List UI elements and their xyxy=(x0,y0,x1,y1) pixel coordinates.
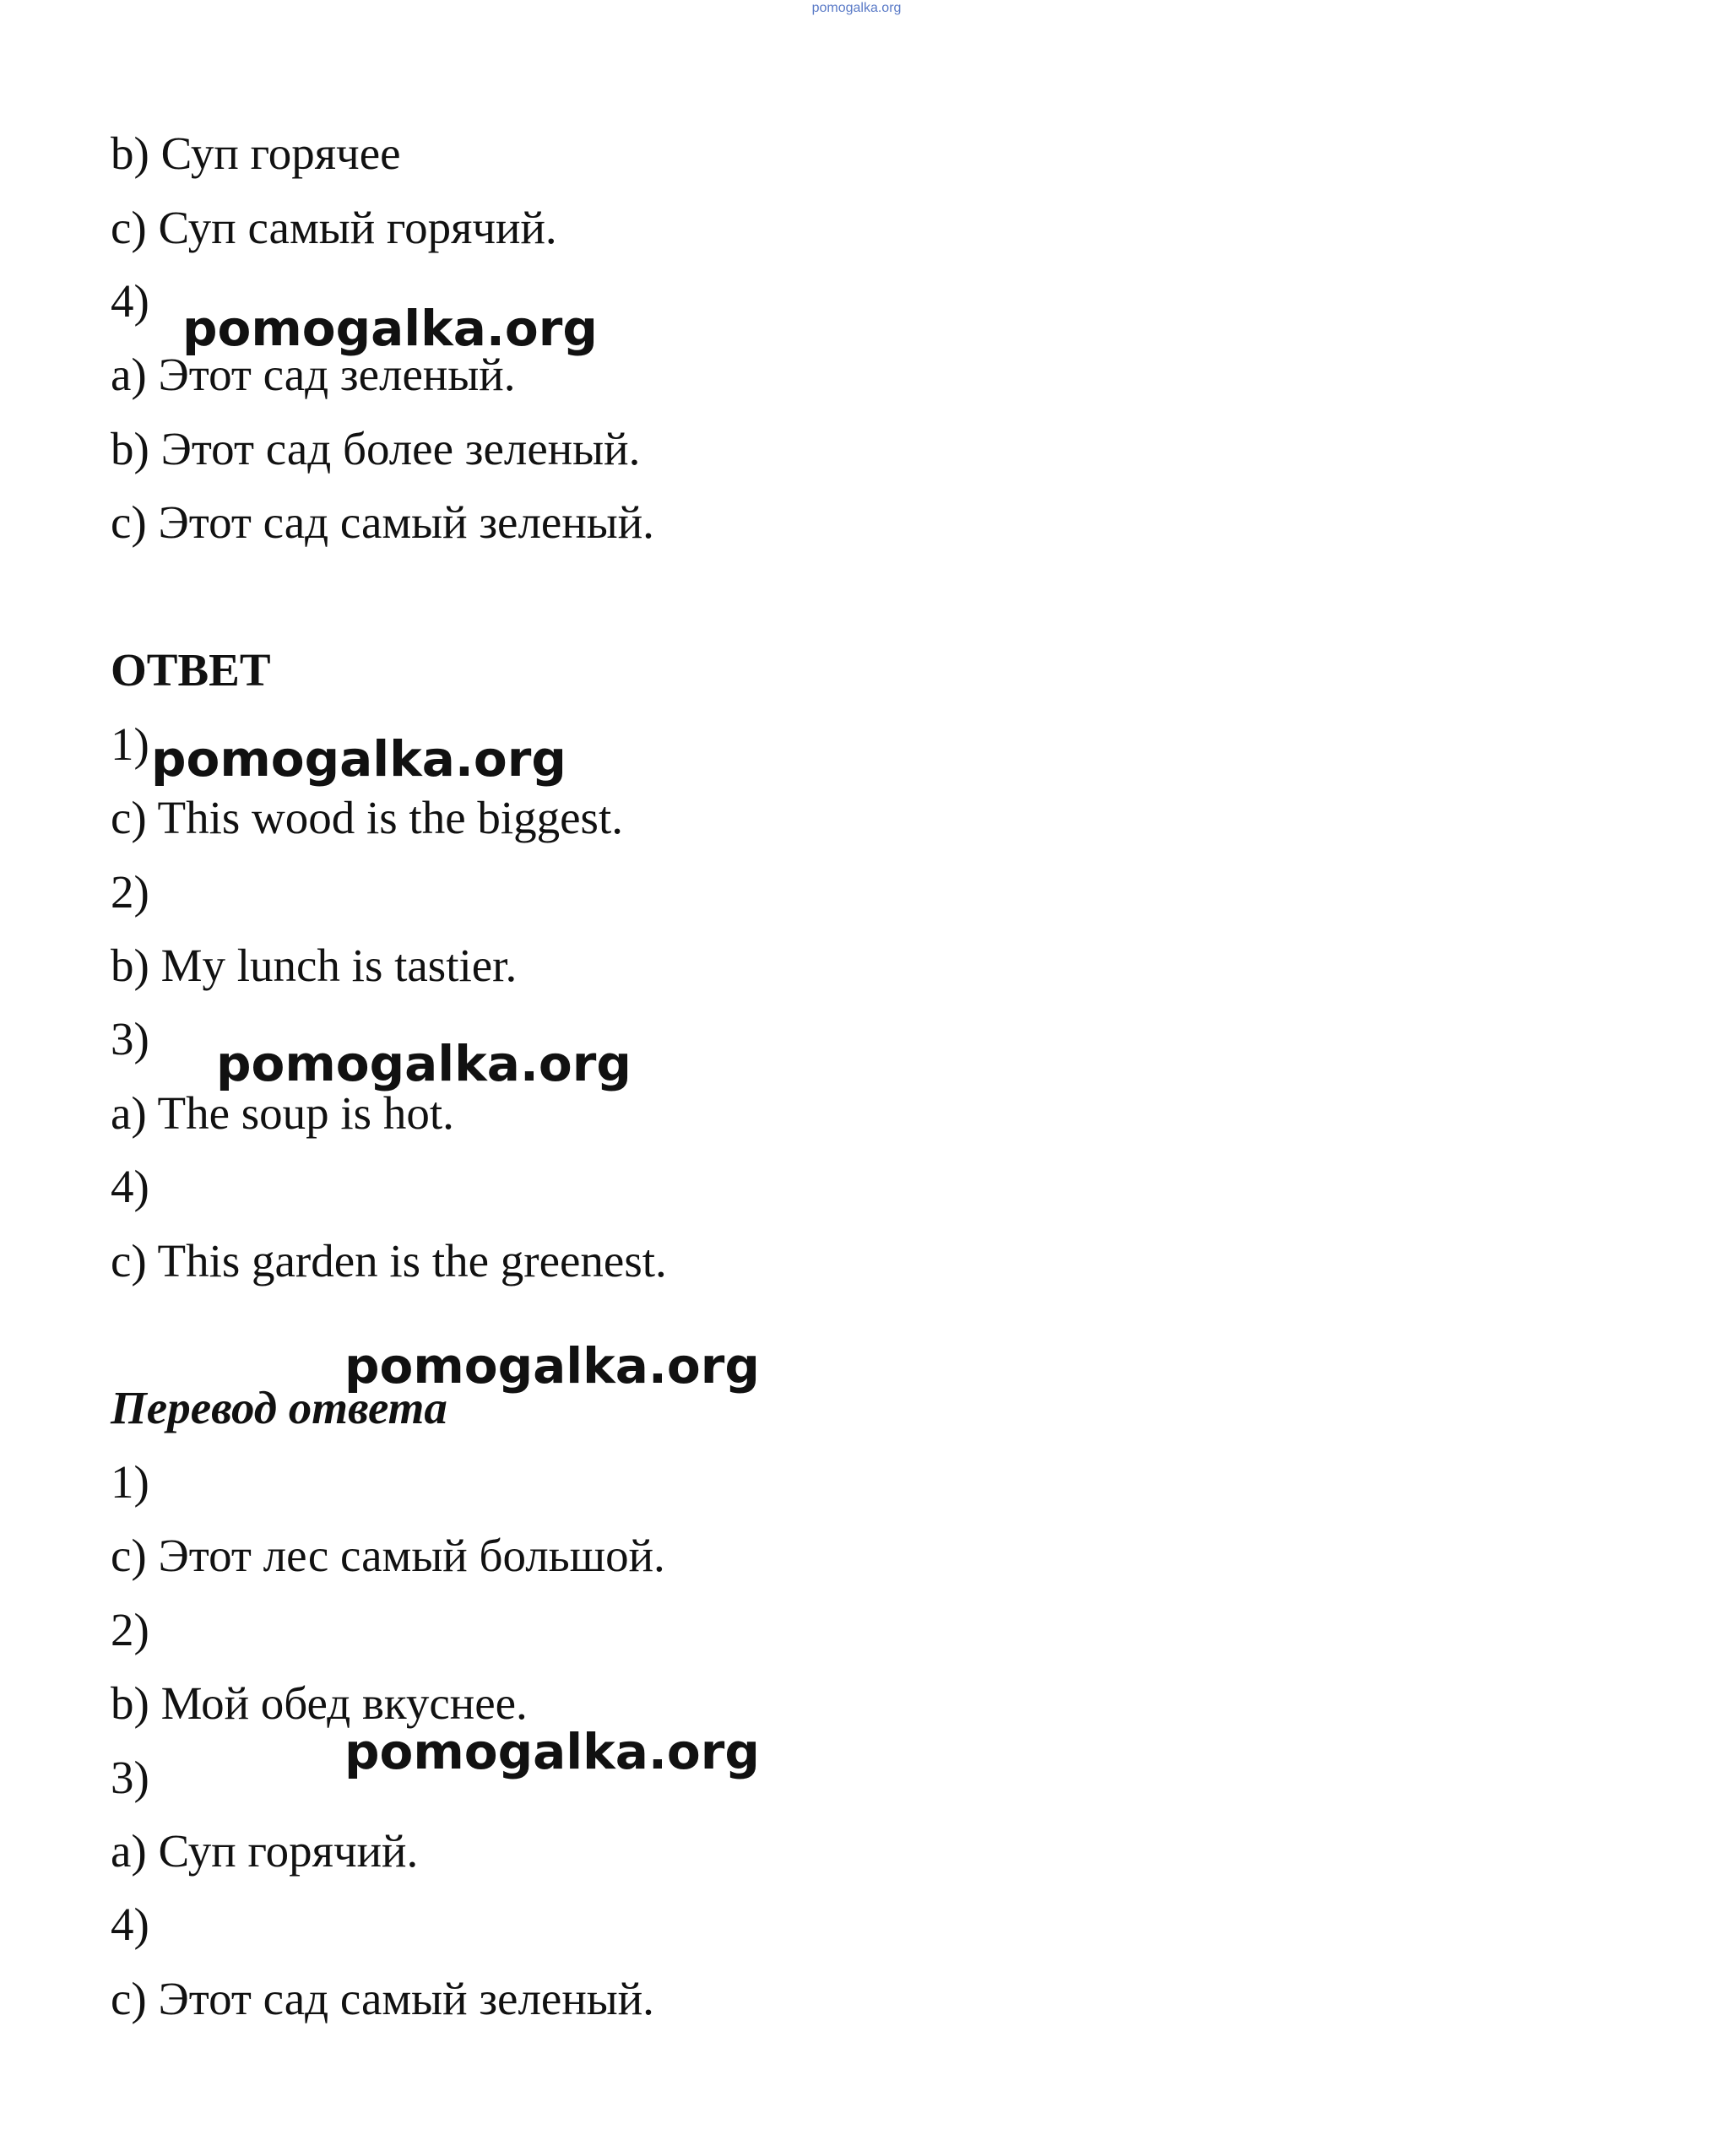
item-number: 2) xyxy=(111,866,149,918)
watermark-logo: pomogalka.org xyxy=(344,1337,760,1395)
translation-line: a) Суп горячий. xyxy=(111,1825,419,1877)
option-line: c) Этот сад самый зеленый. xyxy=(111,496,654,548)
header-watermark: pomogalka.org xyxy=(811,1,902,15)
item-number: 1) xyxy=(111,1456,149,1508)
item-number: 2) xyxy=(111,1604,149,1655)
item-number: 1) xyxy=(111,718,149,770)
translation-line: c) Этот лес самый большой. xyxy=(111,1530,665,1581)
item-number: 4) xyxy=(111,1161,149,1212)
item-number: 4) xyxy=(111,1899,149,1950)
translation-heading: Перевод ответа xyxy=(111,1382,447,1433)
watermark-logo: pomogalka.org xyxy=(182,300,598,357)
watermark-logo: pomogalka.org xyxy=(344,1723,760,1780)
option-line: c) Суп самый горячий. xyxy=(111,202,557,253)
option-line: a) Этот сад зеленый. xyxy=(111,349,516,400)
item-number: 4) xyxy=(111,275,149,327)
watermark-logo: pomogalka.org xyxy=(151,730,566,788)
answer-line: b) My lunch is tastier. xyxy=(111,940,518,991)
answer-heading: ОТВЕТ xyxy=(111,644,271,696)
answer-line: c) This garden is the greenest. xyxy=(111,1235,667,1287)
translation-line: b) Мой обед вкуснее. xyxy=(111,1677,528,1729)
item-number: 3) xyxy=(111,1752,149,1803)
translation-line: c) Этот сад самый зеленый. xyxy=(111,1973,654,2024)
answer-line: a) The soup is hot. xyxy=(111,1087,454,1139)
item-number: 3) xyxy=(111,1013,149,1064)
watermark-logo: pomogalka.org xyxy=(216,1035,632,1092)
option-line: b) Суп горячее xyxy=(111,127,401,179)
option-line: b) Этот сад более зеленый. xyxy=(111,423,641,474)
answer-line: c) This wood is the biggest. xyxy=(111,792,623,843)
